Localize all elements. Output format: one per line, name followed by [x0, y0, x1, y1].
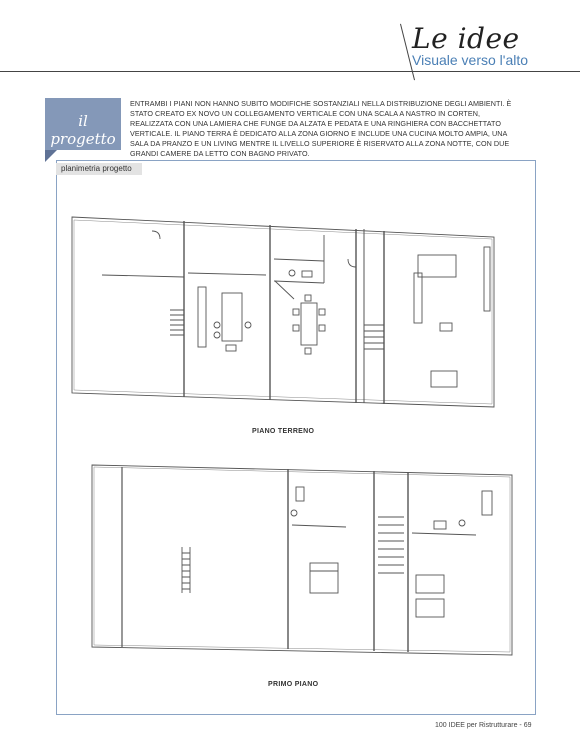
header-rule — [0, 71, 580, 72]
plans-frame-top — [56, 160, 536, 161]
plans-label: planimetria progetto — [56, 163, 142, 175]
page-folio: 100 IDEE per Ristrutturare - 69 — [435, 722, 532, 729]
floor-plans-drawing — [56, 175, 536, 715]
first-floor-caption: PRIMO PIANO — [268, 681, 319, 688]
section-title: Le idee — [412, 22, 520, 55]
ground-floor-plan — [72, 217, 494, 407]
project-tag — [45, 98, 121, 150]
intro-paragraph: ENTRAMBI I PIANI NON HANNO SUBITO MODIFICHE SOSTANZIALI NELLA DISTRIBUZIONE DEGLI AMBIENTI. È STATO CREATO EX NOVO UN COLLEGAMENTO VERTICALE CON UNA SCALA A NASTRO IN CORTEN, REALIZZATA CON UNA LAMIERA CHE FUNGE DA ALZATA E PEDATA E UNA RINGHIERA CON BACCHETTATO VERTICALE. IL PIANO TERRA È DEDICATO ALLA ZONA GIORNO E INCLUDE UNA CUCINA MOLTO AMPIA, UNA SALA DA PRANZO E UN LIVING MENTRE IL LIVELLO SUPERIORE È RISERVATO ALLA ZONA NOTTE, CON DUE GRANDI CAMERE DA LETTO CON BAGNO PRIVATO. — [130, 99, 512, 158]
ground-floor-caption: PIANO TERRENO — [252, 428, 315, 435]
section-subtitle: Visuale verso l'alto — [412, 52, 529, 68]
project-tag-label: il progetto — [50, 112, 116, 148]
first-floor-plan — [92, 465, 512, 655]
